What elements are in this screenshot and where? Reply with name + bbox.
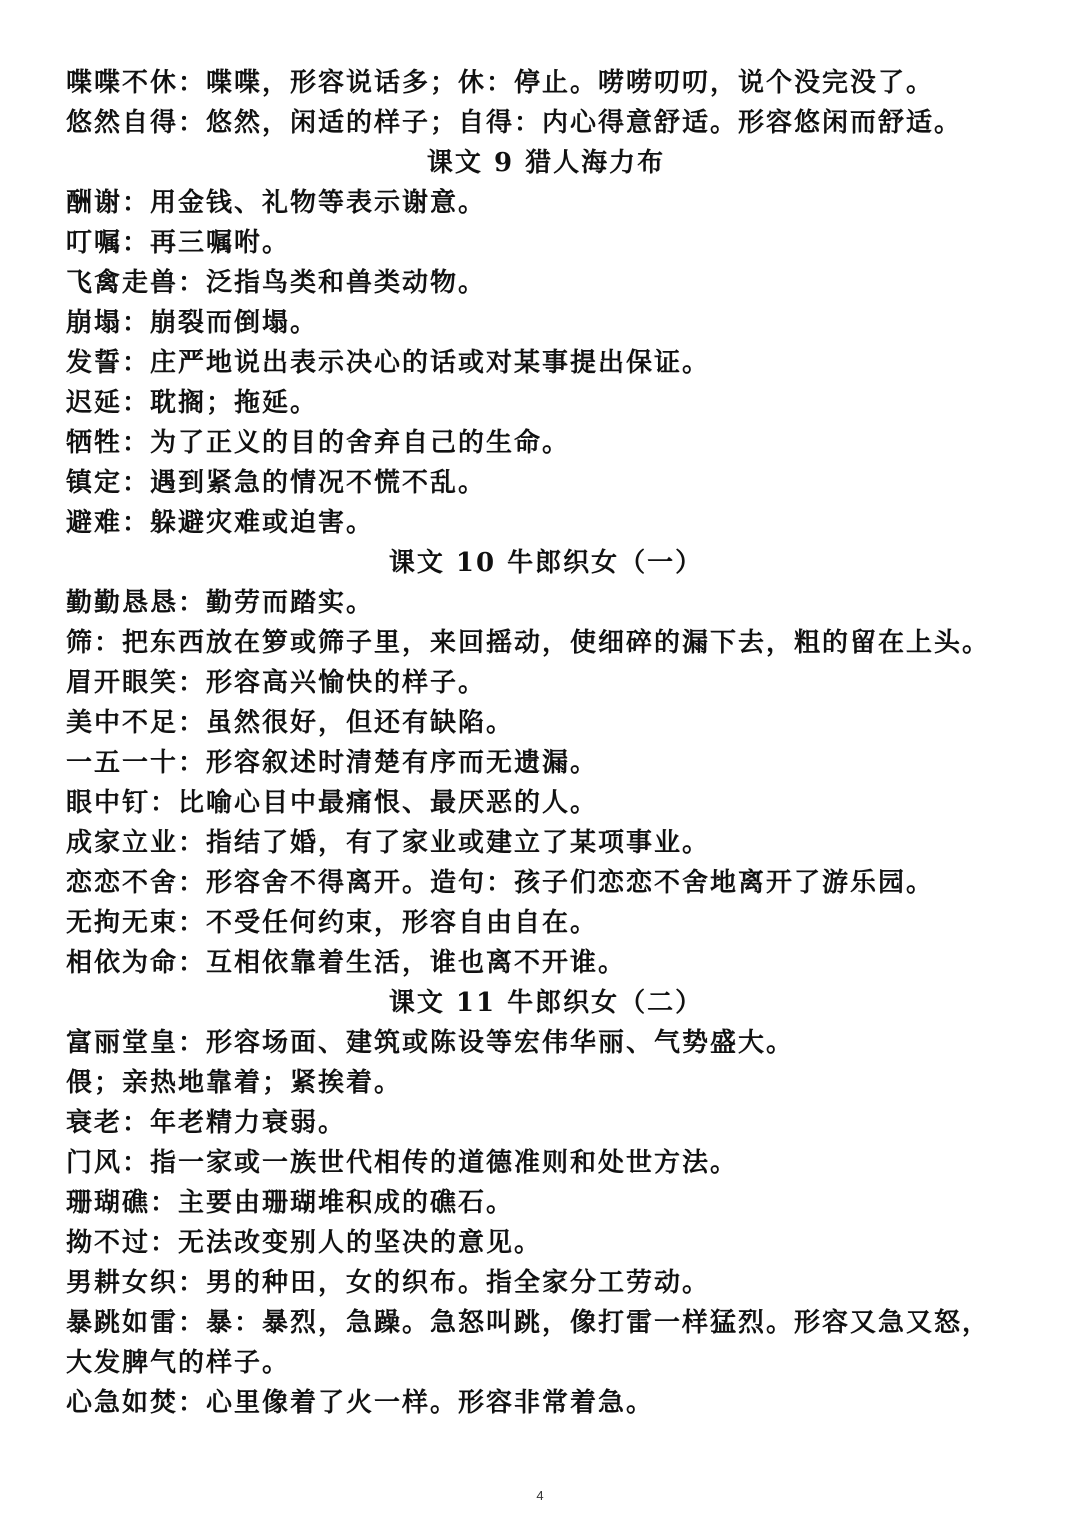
vocabulary-entry: 叮嘱：再三嘱咐。 [66, 228, 291, 258]
vocabulary-entry: 成家立业：指结了婚，有了家业或建立了某项事业。 [66, 828, 711, 858]
vocabulary-entry: 无拘无束：不受任何约束，形容自由自在。 [66, 908, 599, 938]
vocabulary-entry: 衰老：年老精力衰弱。 [66, 1108, 347, 1138]
vocabulary-entry: 心急如焚：心里像着了火一样。形容非常着急。 [66, 1388, 655, 1418]
vocabulary-entry: 门风：指一家或一族世代相传的道德准则和处世方法。 [66, 1148, 739, 1178]
vocabulary-entry: 男耕女织：男的种田，女的织布。指全家分工劳动。 [66, 1268, 711, 1298]
section-heading: 课文 9 猎人海力布 [426, 148, 666, 178]
section-heading: 课文 10 牛郎织女（一） [388, 548, 704, 578]
vocabulary-entry: 眉开眼笑：形容高兴愉快的样子。 [66, 668, 487, 698]
vocabulary-entry: 筛：把东西放在箩或筛子里，来回摇动，使细碎的漏下去，粗的留在上头。 [66, 628, 991, 658]
vocabulary-entry: 崩塌：崩裂而倒塌。 [66, 308, 319, 338]
section-heading: 课文 11 牛郎织女（二） [388, 988, 704, 1018]
vocabulary-entry: 珊瑚礁：主要由珊瑚堆积成的礁石。 [66, 1188, 515, 1218]
vocabulary-entry: 酬谢：用金钱、礼物等表示谢意。 [66, 188, 487, 218]
vocabulary-entry: 迟延：耽搁；拖延。 [66, 388, 319, 418]
vocabulary-entry: 一五一十：形容叙述时清楚有序而无遗漏。 [66, 748, 599, 778]
vocabulary-entry: 暴跳如雷：暴：暴烈，急躁。急怒叫跳，像打雷一样猛烈。形容又急又怒， [66, 1308, 991, 1338]
vocabulary-entry: 勤勤恳恳：勤劳而踏实。 [66, 588, 375, 618]
vocabulary-entry: 避难：躲避灾难或迫害。 [66, 508, 375, 538]
vocabulary-entry: 喋喋不休：喋喋，形容说话多；休：停止。唠唠叨叨，说个没完没了。 [66, 68, 935, 98]
vocabulary-entry: 发誓：庄严地说出表示决心的话或对某事提出保证。 [66, 348, 711, 378]
vocabulary-entry: 拗不过：无法改变别人的坚决的意见。 [66, 1228, 543, 1258]
vocabulary-entry: 偎；亲热地靠着；紧挨着。 [66, 1068, 403, 1098]
vocabulary-entry: 镇定：遇到紧急的情况不慌不乱。 [66, 468, 487, 498]
vocabulary-entry: 恋恋不舍：形容舍不得离开。造句：孩子们恋恋不舍地离开了游乐园。 [66, 868, 935, 898]
vocabulary-entry: 眼中钉：比喻心目中最痛恨、最厌恶的人。 [66, 788, 599, 818]
vocabulary-entry: 大发脾气的样子。 [66, 1348, 291, 1378]
document-body [66, 63, 1026, 1423]
vocabulary-entry: 牺牲：为了正义的目的舍弃自己的生命。 [66, 428, 571, 458]
vocabulary-entry: 美中不足：虽然很好，但还有缺陷。 [66, 708, 515, 738]
vocabulary-entry: 相依为命：互相依靠着生活，谁也离不开谁。 [66, 948, 627, 978]
vocabulary-entry: 飞禽走兽：泛指鸟类和兽类动物。 [66, 268, 487, 298]
vocabulary-entry: 悠然自得：悠然，闲适的样子；自得：内心得意舒适。形容悠闲而舒适。 [66, 108, 963, 138]
page-number: 4 [536, 1488, 544, 1503]
vocabulary-entry: 富丽堂皇：形容场面、建筑或陈设等宏伟华丽、气势盛大。 [66, 1028, 795, 1058]
